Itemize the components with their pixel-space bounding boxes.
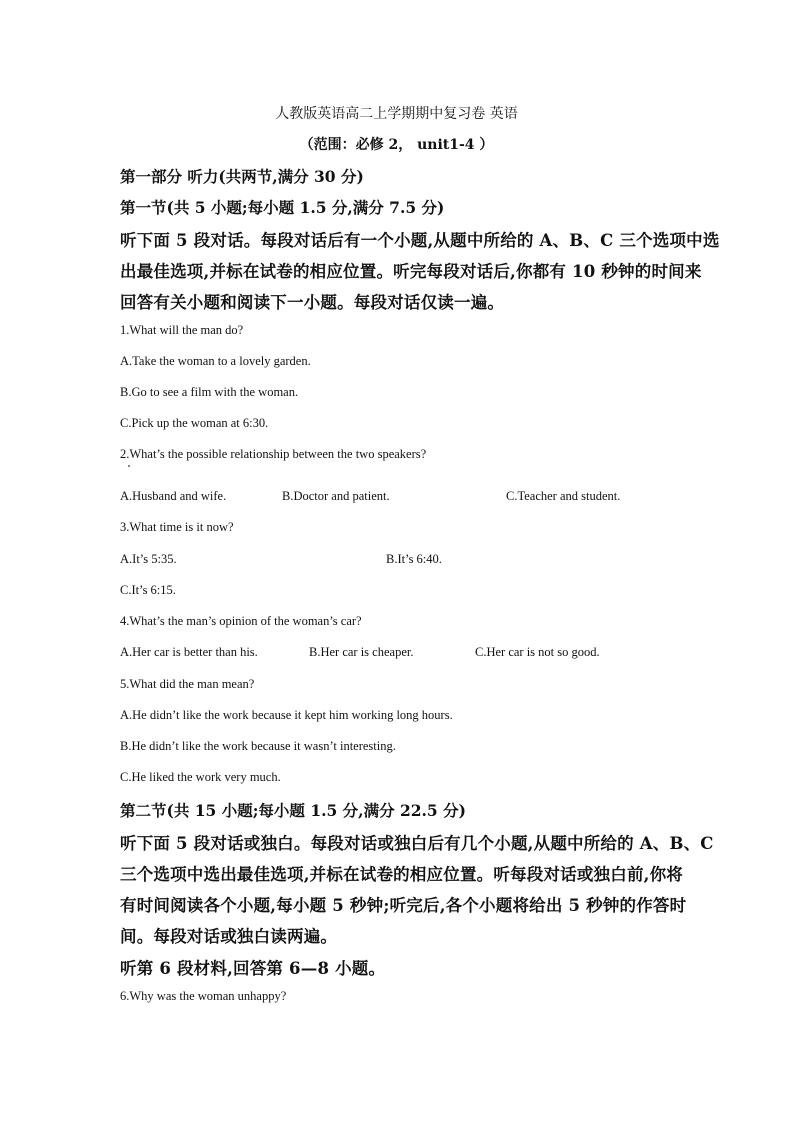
question-5-stem: 5.What did the man mean? bbox=[120, 677, 255, 691]
question-2-option-b: B.Doctor and patient. bbox=[282, 489, 390, 503]
section2-instruction-line-1: 听下面 5 段对话或独白。每段对话或独白后有几个小题,从题中所给的 A、B、C bbox=[120, 834, 714, 853]
question-1-option-c: C.Pick up the woman at 6:30. bbox=[120, 416, 269, 430]
question-5-option-a: A.He didn’t like the work because it kept him working long hours. bbox=[120, 708, 453, 722]
question-1-option-a: A.Take the woman to a lovely garden. bbox=[120, 354, 311, 368]
question-3-option-b: B.It’s 6:40. bbox=[386, 552, 442, 566]
section2-instruction-line-3: 有时间阅读各个小题,每小题 5 秒钟;听完后,各个小题将给出 5 秒钟的作答时 bbox=[120, 896, 687, 915]
question-3-stem: 3.What time is it now? bbox=[120, 520, 234, 534]
question-4-option-b: B.Her car is cheaper. bbox=[309, 645, 414, 659]
question-5-option-c: C.He liked the work very much. bbox=[120, 770, 281, 784]
material-6-heading: 听第 6 段材料,回答第 6—8 小题。 bbox=[120, 959, 386, 978]
question-5-option-b: B.He didn’t like the work because it wasn’t interesting. bbox=[120, 739, 396, 753]
part1-heading: 第一部分 听力(共两节,满分 30 分) bbox=[120, 167, 364, 186]
question-4-option-c: C.Her car is not so good. bbox=[475, 645, 600, 659]
question-3-option-a: A.It’s 5:35. bbox=[120, 552, 177, 566]
section1-instruction-line-3: 回答有关小题和阅读下一小题。每段对话仅读一遍。 bbox=[120, 293, 505, 312]
section2-heading: 第二节(共 15 小题;每小题 1.5 分,满分 22.5 分) bbox=[120, 801, 466, 820]
question-1-option-b: B.Go to see a film with the woman. bbox=[120, 385, 299, 399]
section1-heading: 第一节(共 5 小题;每小题 1.5 分,满分 7.5 分) bbox=[120, 198, 445, 217]
question-1-stem: 1.What will the man do? bbox=[120, 323, 244, 337]
question-2-option-a: A.Husband and wife. bbox=[120, 489, 227, 503]
question-4-stem: 4.What’s the man’s opinion of the woman’s car? bbox=[120, 614, 362, 628]
question-4-option-a: A.Her car is better than his. bbox=[120, 645, 258, 659]
section1-instruction-line-1: 听下面 5 段对话。每段对话后有一个小题,从题中所给的 A、B、C 三个选项中选 bbox=[120, 231, 720, 250]
exam-scope: （范围：必修 2， unit1-4 ） bbox=[299, 137, 494, 153]
stray-mark bbox=[128, 465, 130, 467]
question-3-option-c: C.It’s 6:15. bbox=[120, 583, 176, 597]
question-6-stem: 6.Why was the woman unhappy? bbox=[120, 989, 287, 1003]
section2-instruction-line-4: 间。每段对话或独白读两遍。 bbox=[120, 927, 338, 946]
section2-instruction-line-2: 三个选项中选出最佳选项,并标在试卷的相应位置。听每段对话或独白前,你将 bbox=[120, 865, 683, 884]
section1-instruction-line-2: 出最佳选项,并标在试卷的相应位置。听完每段对话后,你都有 10 秒钟的时间来 bbox=[120, 262, 702, 281]
question-2-option-c: C.Teacher and student. bbox=[506, 489, 621, 503]
question-2-stem: 2.What’s the possible relationship between the two speakers? bbox=[120, 447, 427, 461]
exam-title: 人教版英语高二上学期期中复习卷 英语 bbox=[275, 106, 518, 122]
